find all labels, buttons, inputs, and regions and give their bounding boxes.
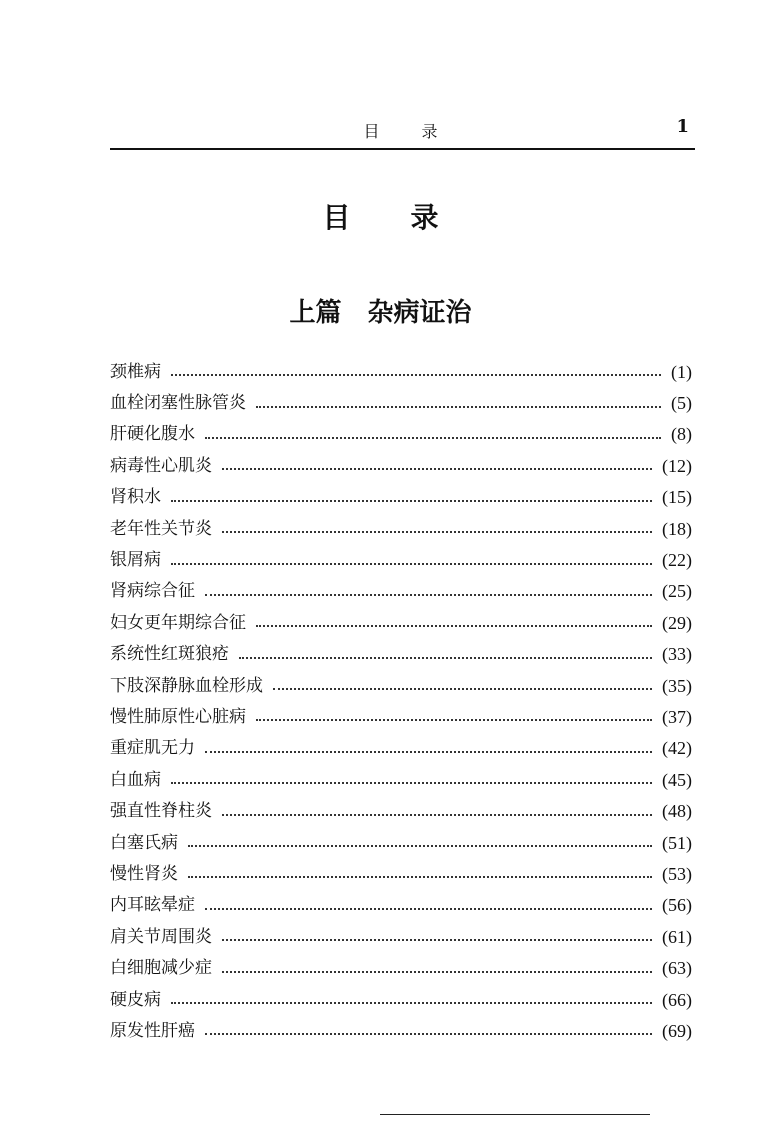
toc-entry[interactable]: [110, 670, 692, 701]
toc-entry-label: 血栓闭塞性脉管炎: [110, 393, 246, 414]
toc-entry-page: (15): [662, 487, 692, 508]
toc-entry-label: 肾积水: [110, 487, 161, 508]
toc-entry[interactable]: [110, 890, 692, 921]
running-header-title: [110, 119, 695, 142]
toc-entry-page: (51): [662, 832, 692, 853]
toc-entry-label: 重症肌无力: [110, 738, 195, 759]
toc-entry[interactable]: [110, 764, 692, 795]
toc-leader-dots: [171, 1002, 652, 1004]
toc-entry-page: (35): [662, 675, 692, 696]
toc-leader-dots: [188, 876, 652, 878]
toc-entry[interactable]: [110, 1015, 692, 1046]
toc-entry[interactable]: [110, 952, 692, 983]
toc-entry-label: 白细胞减少症: [110, 958, 212, 979]
toc-leader-dots: [273, 688, 652, 690]
toc-leader-dots: [205, 908, 652, 910]
toc-entry[interactable]: [110, 921, 692, 952]
toc-entry-page: (18): [662, 518, 692, 539]
page-title: [0, 196, 761, 236]
toc-entry-page: (33): [662, 644, 692, 665]
toc-entry-page: (22): [662, 550, 692, 571]
toc-entry-label: 强直性脊柱炎: [110, 801, 212, 822]
toc-entry-page: (66): [662, 989, 692, 1010]
header-rule: [110, 148, 695, 150]
toc-entry-label: 妇女更年期综合征: [110, 612, 246, 633]
bottom-rule: [380, 1114, 650, 1115]
toc-entry[interactable]: [110, 827, 692, 858]
toc-entry-label: 肝硬化腹水: [110, 424, 195, 445]
toc-entry-label: 系统性红斑狼疮: [110, 644, 229, 665]
toc-leader-dots: [188, 845, 652, 847]
toc-entry-label: 肾病综合征: [110, 581, 195, 602]
toc-entry-label: 下肢深静脉血栓形成: [110, 675, 263, 696]
toc-leader-dots: [222, 814, 652, 816]
toc-entry-page: (37): [662, 706, 692, 727]
page-title-char-2: 录: [410, 201, 439, 234]
toc-entry-label: 银屑病: [110, 550, 161, 571]
toc-leader-dots: [222, 468, 652, 470]
toc-entry-page: (48): [662, 801, 692, 822]
toc-entry-label: 慢性肺原性心脏病: [110, 706, 246, 727]
toc-leader-dots: [171, 374, 661, 376]
toc-leader-dots: [205, 1033, 652, 1035]
toc-entry-page: (5): [671, 393, 692, 414]
toc-entry[interactable]: [110, 387, 692, 418]
toc-entry[interactable]: [110, 576, 692, 607]
toc-entry-page: (53): [662, 863, 692, 884]
section-part: 上篇: [289, 298, 342, 328]
toc-entry-page: (8): [671, 424, 692, 445]
toc-entry[interactable]: [110, 984, 692, 1015]
toc-entry-label: 白塞氏病: [110, 832, 178, 853]
toc-entry[interactable]: [110, 733, 692, 764]
toc-entry-page: (45): [662, 769, 692, 790]
toc-leader-dots: [205, 594, 652, 596]
toc-leader-dots: [239, 657, 652, 659]
table-of-contents: [110, 356, 692, 1047]
section-name: 杂病证治: [367, 298, 472, 328]
running-header: [110, 116, 695, 142]
toc-entry[interactable]: [110, 482, 692, 513]
toc-entry-page: (56): [662, 895, 692, 916]
toc-leader-dots: [222, 971, 652, 973]
toc-entry[interactable]: [110, 607, 692, 638]
toc-leader-dots: [171, 563, 652, 565]
toc-entry[interactable]: [110, 701, 692, 732]
toc-entry-page: (25): [662, 581, 692, 602]
toc-entry-label: 病毒性心肌炎: [110, 455, 212, 476]
toc-entry[interactable]: [110, 356, 692, 387]
toc-leader-dots: [171, 500, 652, 502]
toc-entry[interactable]: [110, 544, 692, 575]
toc-leader-dots: [256, 719, 652, 721]
toc-entry-page: (42): [662, 738, 692, 759]
running-header-title-char-1: 目: [363, 122, 384, 141]
toc-entry-page: (12): [662, 455, 692, 476]
running-header-title-char-2: 录: [421, 122, 442, 141]
section-title: [0, 292, 761, 329]
page-title-char-1: 目: [322, 201, 351, 234]
toc-leader-dots: [222, 939, 652, 941]
toc-entry-page: (1): [671, 361, 692, 382]
toc-entry-label: 颈椎病: [110, 361, 161, 382]
toc-leader-dots: [205, 437, 661, 439]
toc-entry-label: 硬皮病: [110, 989, 161, 1010]
toc-entry-label: 老年性关节炎: [110, 518, 212, 539]
page-number: 1: [676, 116, 689, 137]
toc-entry-page: (69): [662, 1020, 692, 1041]
toc-leader-dots: [205, 751, 652, 753]
toc-entry-page: (63): [662, 958, 692, 979]
toc-entry-label: 内耳眩晕症: [110, 895, 195, 916]
toc-entry-label: 肩关节周围炎: [110, 926, 212, 947]
toc-leader-dots: [256, 406, 661, 408]
toc-leader-dots: [222, 531, 652, 533]
toc-entry[interactable]: [110, 450, 692, 481]
toc-entry-page: (29): [662, 612, 692, 633]
toc-entry-label: 慢性肾炎: [110, 863, 178, 884]
toc-entry-label: 白血病: [110, 769, 161, 790]
toc-entry[interactable]: [110, 795, 692, 826]
toc-entry[interactable]: [110, 419, 692, 450]
toc-leader-dots: [171, 782, 652, 784]
toc-entry[interactable]: [110, 513, 692, 544]
toc-entry-label: 原发性肝癌: [110, 1020, 195, 1041]
toc-leader-dots: [256, 625, 652, 627]
toc-entry-page: (61): [662, 926, 692, 947]
toc-entry[interactable]: [110, 639, 692, 670]
toc-entry[interactable]: [110, 858, 692, 889]
